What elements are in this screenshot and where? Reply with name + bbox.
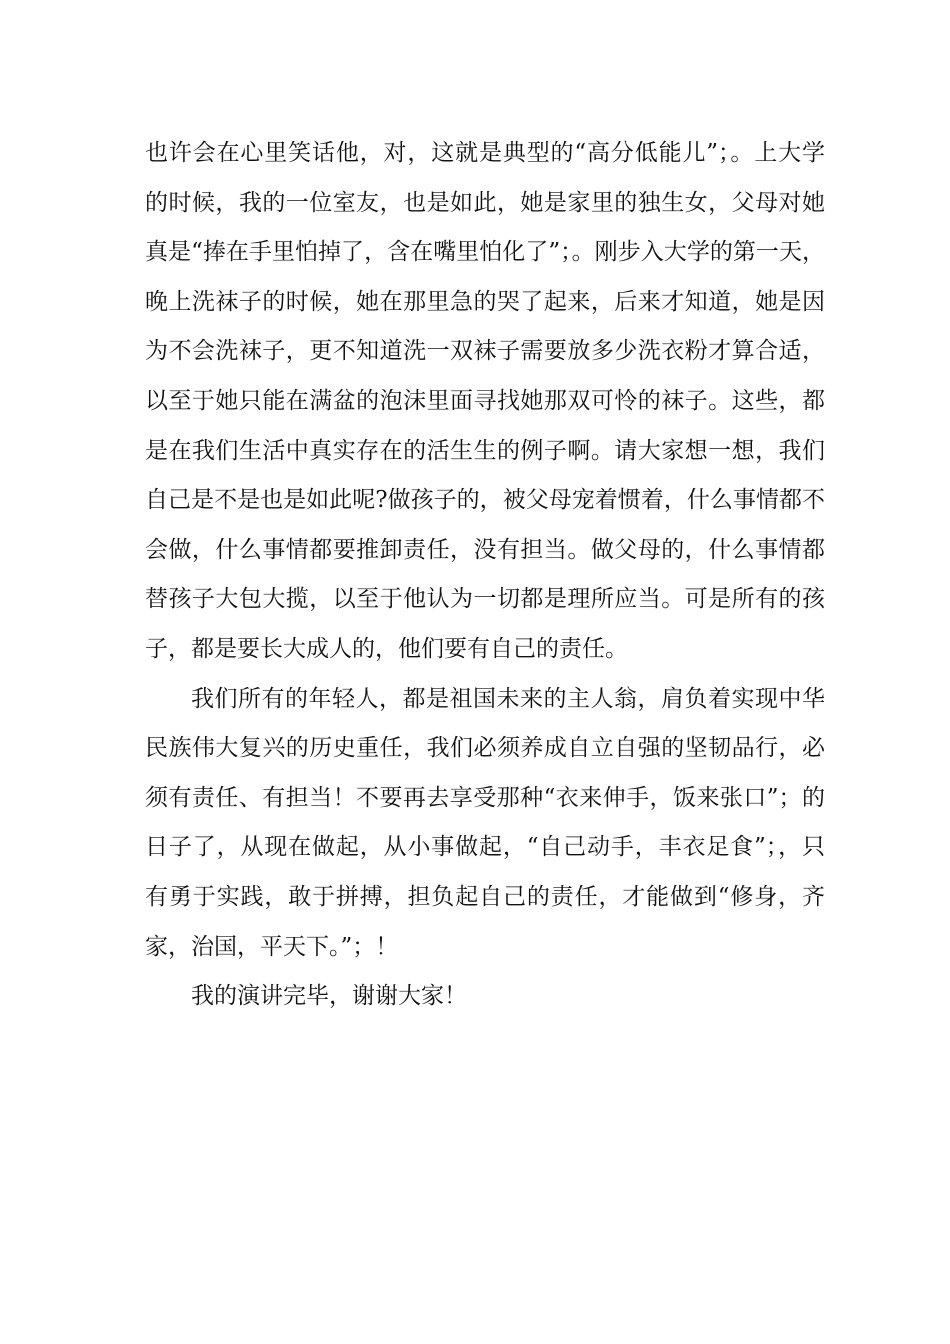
paragraph-1-line-7: 是在我们生活中真实存在的活生生的例子啊。请大家想一想，我们 <box>145 437 825 464</box>
closing-line: 我的演讲完毕，谢谢大家！ <box>191 983 467 1010</box>
paragraph-1-line-2: 的时候，我的一位室友，也是如此，她是家里的独生女，父母对她 <box>145 189 825 216</box>
paragraph-2-line-5: 有勇于实践，敢于拼搏，担负起自己的责任，才能做到“修身，齐 <box>145 883 825 910</box>
paragraph-1-line-11: 子，都是要长大成人的，他们要有自己的责任。 <box>145 635 628 662</box>
speech-text <box>145 129 825 1022</box>
paragraph-2-line-6: 家，治国，平天下。”；！ <box>145 933 399 960</box>
paragraph-1-line-9: 会做，什么事情都要推卸责任，没有担当。做父母的，什么事情都 <box>145 536 825 563</box>
paragraph-1-line-5: 为不会洗袜子，更不知道洗一双袜子需要放多少洗衣粉才算合适， <box>145 338 825 365</box>
paragraph-2-line-3: 须有责任、有担当！不要再去享受那种“衣来伸手，饭来张口”；的 <box>145 784 825 811</box>
paragraph-2-line-1: 我们所有的年轻人，都是祖国未来的主人翁，肩负着实现中华 <box>191 685 825 712</box>
paragraph-1-line-3: 真是“捧在手里怕掉了，含在嘴里怕化了”；。刚步入大学的第一天， <box>145 239 825 266</box>
paragraph-2-line-4: 日子了，从现在做起，从小事做起，“自己动手，丰衣足食”；，只 <box>145 834 825 861</box>
paragraph-1-line-6: 以至于她只能在满盆的泡沫里面寻找她那双可怜的袜子。这些，都 <box>145 387 825 414</box>
paragraph-2-line-2: 民族伟大复兴的历史重任，我们必须养成自立自强的坚韧品行，必 <box>145 735 825 762</box>
paragraph-1-line-8: 自己是不是也是如此呢?做孩子的，被父母宠着惯着，什么事情都不 <box>145 487 825 514</box>
paragraph-1-line-10: 替孩子大包大揽，以至于他认为一切都是理所应当。可是所有的孩 <box>145 586 825 613</box>
paragraph-1-line-1: 也许会在心里笑话他，对，这就是典型的“高分低能儿”；。上大学 <box>145 140 825 166</box>
paragraph-1-line-4: 晚上洗袜子的时候，她在那里急的哭了起来，后来才知道，她是因 <box>145 288 825 315</box>
